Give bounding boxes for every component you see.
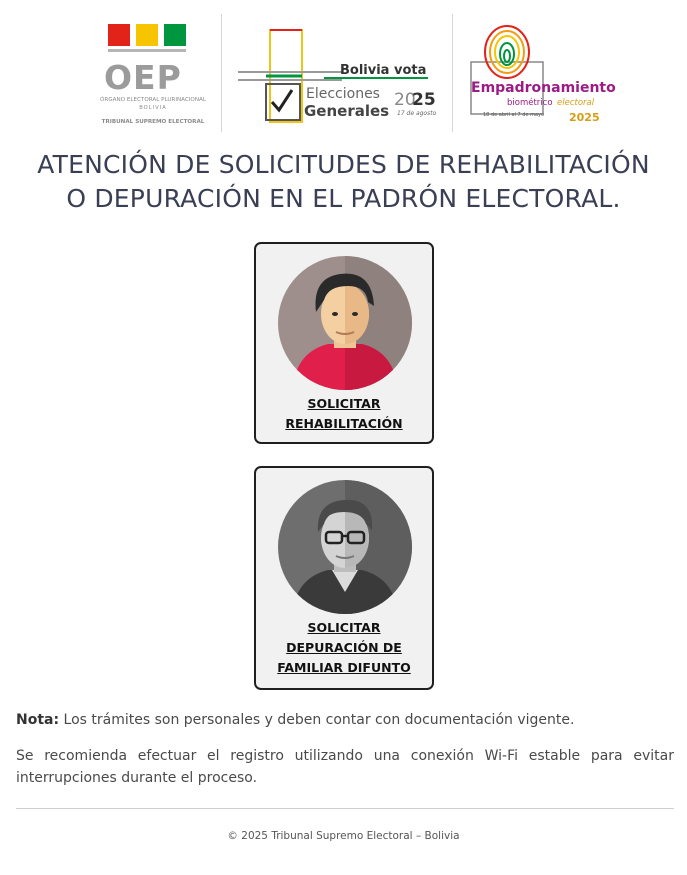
header [0,0,687,140]
generales-word: Generales [304,102,390,120]
oep-logo [100,14,212,132]
empadronamiento-title: Empadronamiento [471,80,616,96]
empadronamiento-subtitle-2: electoral [557,98,595,108]
elecciones-word: Elecciones [306,86,380,102]
oep-line1: ÓRGANO ELECTORAL PLURINACIONAL [100,97,206,103]
solicitar-depuracion-link[interactable] [256,618,432,678]
yellow-square [136,24,158,46]
empadronamiento-year: 2025 [569,111,600,124]
person-avatar-icon [278,256,412,390]
page-title-line2: O DEPURACIÓN EN EL PADRÓN ELECTORAL. [66,184,621,213]
card-link-line2[interactable]: REHABILITACIÓN [285,416,403,431]
page-title-line1: ATENCIÓN DE SOLICITUDES DE REHABILITACIÓN [37,150,650,179]
oep-bar [108,49,186,52]
recommendation-paragraph: Se recomienda efectuar el registro utilizando una conexión Wi-Fi estable para evitar interrupciones durante el proceso. [16,748,674,786]
card-link-line3[interactable]: FAMILIAR DIFUNTO [277,660,411,675]
green-square [164,24,186,46]
page-title [0,148,687,216]
red-square [108,24,130,46]
footer-divider [16,808,674,809]
solicitar-rehabilitacion-link[interactable] [256,394,432,434]
nota-label: Nota: [16,712,60,728]
empadronamiento-logo [465,14,616,132]
nota-paragraph [16,712,674,728]
year-prefix: 20 [394,90,416,110]
elecciones-date: 17 de agosto [397,110,437,117]
oep-line2: BOLIVIA [139,105,167,111]
empadronamiento-subtitle-1: biométrico [507,98,553,108]
empadronamiento-dates: 18 de abril al 7 de mayo [483,112,545,118]
card-link-line1[interactable]: SOLICITAR [307,620,381,635]
oep-word: OEP [104,58,182,97]
elecciones-logo [232,14,437,132]
oep-line3: TRIBUNAL SUPREMO ELECTORAL [101,119,205,125]
header-divider [221,14,222,132]
card-link-line2[interactable]: DEPURACIÓN DE [286,640,402,655]
depuration-card[interactable] [254,466,434,690]
footer-copyright: © 2025 Tribunal Supremo Electoral – Bolivia [227,830,460,842]
header-divider [452,14,453,132]
bolivia-vota: Bolivia vota [340,63,427,78]
card-link-line1[interactable]: SOLICITAR [307,396,381,411]
deceased-person-avatar-icon [278,480,412,614]
year-suffix: 25 [412,90,436,110]
nota-text: Los trámites son personales y deben contar con documentación vigente. [59,712,575,728]
rehabilitation-card[interactable] [254,242,434,444]
